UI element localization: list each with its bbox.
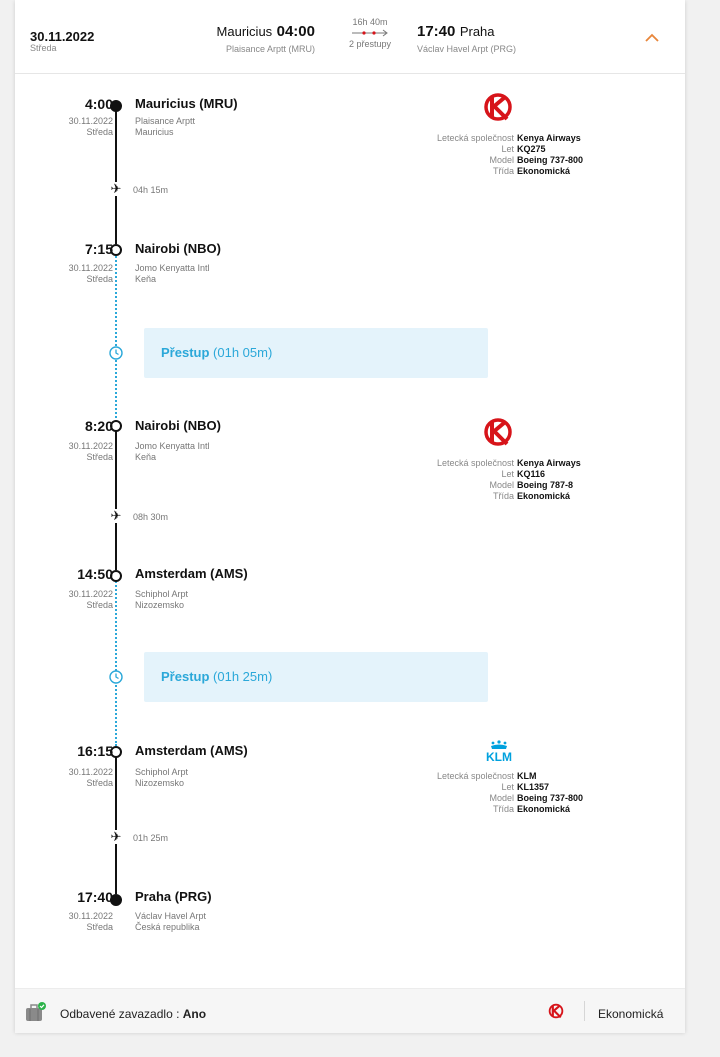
plane-icon: ✈: [107, 509, 125, 523]
stop-date: 30.11.2022 Středa: [68, 263, 113, 284]
collapse-chevron-icon[interactable]: [645, 30, 659, 48]
baggage-status: Odbavené zavazadlo : Ano: [60, 1007, 207, 1021]
segment-duration: 08h 30m: [133, 512, 169, 522]
kenya-airways-logo-icon: [481, 415, 515, 449]
clock-icon: [109, 346, 123, 360]
header-destination: [417, 23, 516, 54]
stop-place: Amsterdam (AMS): [135, 566, 248, 581]
stop-date: 30.11.2022 Středa: [68, 116, 113, 137]
stop-place: Nairobi (NBO): [135, 418, 221, 433]
stop-date: 30.11.2022 Středa: [68, 767, 113, 788]
stop-time: 8:20: [84, 418, 113, 434]
flight-line: [115, 428, 117, 570]
dest-city: Praha: [459, 24, 495, 39]
layover-duration: (01h 25m): [213, 669, 273, 684]
klm-logo-icon: [480, 740, 518, 762]
segment-info: Letecká společnost Kenya Airways Let KQ275 Model Boeing 737-800 Třída Ekonomická: [436, 133, 584, 176]
baggage-icon: [25, 1002, 47, 1022]
stop-time: 17:40: [77, 889, 113, 905]
stop-time: 16:15: [77, 743, 113, 759]
layover-label: Přestup: [161, 345, 210, 360]
layover-box: [144, 328, 488, 378]
header-duration-block: [343, 17, 397, 49]
layover-line: [115, 252, 117, 418]
stop-airport: Schiphol Arpt Nizozemsko: [135, 767, 189, 788]
origin-city: Mauricius: [216, 24, 273, 39]
fare-class: Ekonomická: [598, 1007, 664, 1021]
stop-date: 30.11.2022 Středa: [68, 911, 113, 932]
stop-time: 14:50: [77, 566, 113, 582]
svg-text:KLM: KLM: [486, 750, 512, 762]
clock-icon: [109, 670, 123, 684]
stop-time: 7:15: [84, 241, 113, 257]
flight-line: [115, 104, 117, 244]
dest-time: 17:40: [417, 23, 456, 40]
stops-arrow-icon: [350, 28, 390, 38]
flight-line: [115, 754, 117, 894]
kenya-airways-logo-icon: [547, 1002, 565, 1020]
itinerary-card: [15, 0, 685, 1032]
dest-airport: Václav Havel Arpt (PRG): [417, 44, 517, 54]
segment-info: Letecká společnost Kenya Airways Let KQ116 Model Boeing 787-8 Třída Ekonomická: [436, 458, 581, 501]
stop-airport: Jomo Kenyatta Intl Keňa: [135, 263, 210, 284]
layover-box: [144, 652, 488, 702]
stop-place: Praha (PRG): [135, 889, 212, 904]
layover-line: [115, 578, 117, 746]
origin-airport: Plaisance Arptt (MRU): [225, 44, 315, 54]
stop-date: 30.11.2022 Středa: [68, 441, 113, 462]
stop-time: 4:00: [84, 96, 113, 112]
stop-airport: Václav Havel Arpt Česká republika: [135, 911, 207, 932]
segment-info: Letecká společnost KLM Let KL1357 Model Boeing 737-800 Třída Ekonomická: [436, 771, 584, 814]
stop-airport: Jomo Kenyatta Intl Keňa: [135, 441, 210, 462]
segment-duration: 01h 25m: [133, 833, 169, 843]
stop-airport: Schiphol Arpt Nizozemsko: [135, 589, 189, 610]
header-origin: [217, 23, 315, 54]
header-day: Středa: [30, 43, 57, 53]
stop-date: 30.11.2022 Středa: [68, 589, 113, 610]
plane-icon: ✈: [107, 830, 125, 844]
stop-place: Mauricius (MRU): [135, 96, 238, 111]
header-date: 30.11.2022: [30, 29, 95, 44]
layover-duration: (01h 05m): [213, 345, 273, 360]
plane-icon: ✈: [107, 182, 125, 196]
footer-divider: [584, 1001, 585, 1021]
layover-label: Přestup: [161, 669, 210, 684]
origin-time: 04:00: [276, 23, 315, 40]
stops-count: 2 přestupy: [348, 39, 392, 49]
stop-place: Nairobi (NBO): [135, 241, 221, 256]
total-duration: 16h 40m: [352, 17, 388, 27]
segment-duration: 04h 15m: [133, 185, 169, 195]
stop-place: Amsterdam (AMS): [135, 743, 248, 758]
stop-airport: Plaisance Arptt Mauricius: [135, 116, 196, 137]
kenya-airways-logo-icon: [481, 90, 515, 124]
itinerary-footer: [15, 988, 685, 1033]
itinerary-header[interactable]: [15, 0, 685, 74]
